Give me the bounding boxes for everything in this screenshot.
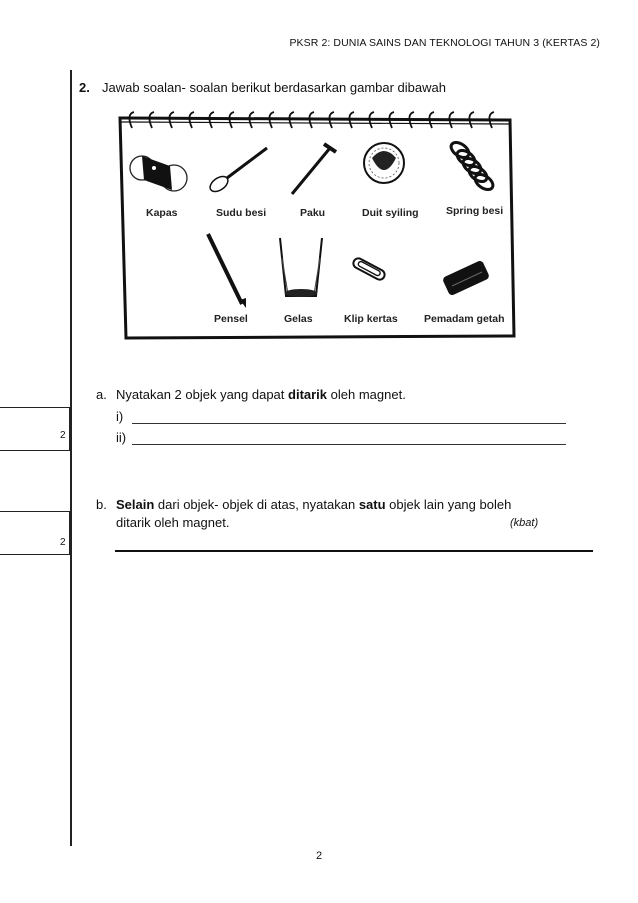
marks-b: 2 — [60, 537, 66, 548]
label-pemadam-getah: Pemadam getah — [424, 313, 505, 325]
kbat-tag: (kbat) — [510, 517, 539, 529]
notebook-illustration — [112, 108, 517, 340]
answer-line-ii[interactable] — [132, 444, 566, 445]
page-number: 2 — [315, 850, 323, 862]
part-b-label: b. — [96, 497, 107, 512]
part-a-bold-word: ditarik — [288, 387, 328, 402]
label-sudu-besi: Sudu besi — [216, 207, 267, 219]
page-header: PKSR 2: DUNIA SAINS DAN TEKNOLOGI TAHUN 3 (KERTAS 2) — [289, 37, 600, 49]
coin-icon — [364, 143, 404, 183]
part-b-text2: objek lain yang boleh — [385, 497, 512, 512]
part-a-question — [116, 387, 406, 402]
score-box-a — [0, 407, 70, 451]
question-text: Jawab soalan- soalan berikut berdasarkan gambar dibawah — [102, 80, 446, 95]
label-klip-kertas: Klip kertas — [344, 313, 398, 325]
part-a-text-after: oleh magnet. — [327, 387, 406, 402]
margin-line — [70, 70, 72, 846]
part-a-text-before: Nyatakan 2 objek yang dapat — [116, 387, 289, 402]
score-box-b — [0, 511, 70, 555]
part-b-bold-satu: satu — [358, 497, 386, 512]
part-b-question-line2: ditarik oleh magnet. — [116, 515, 230, 530]
label-pensel: Pensel — [214, 313, 248, 325]
question-number: 2. — [79, 80, 90, 95]
label-gelas: Gelas — [284, 313, 313, 325]
label-paku: Paku — [300, 207, 326, 219]
part-b-text1: dari objek- objek di atas, nyatakan — [154, 497, 359, 512]
part-b-question-line1 — [116, 497, 511, 512]
answer-label-i: i) — [116, 409, 124, 424]
part-a-label: a. — [96, 387, 107, 402]
marks-a: 2 — [60, 430, 66, 441]
answer-line-b[interactable] — [115, 550, 593, 552]
answer-line-i[interactable] — [132, 423, 566, 424]
label-duit-syiling: Duit syiling — [362, 207, 419, 219]
label-spring-besi: Spring besi — [446, 205, 504, 217]
part-b-bold-selain: Selain — [116, 497, 155, 512]
answer-label-ii: ii) — [116, 430, 127, 445]
label-kapas: Kapas — [146, 207, 178, 219]
